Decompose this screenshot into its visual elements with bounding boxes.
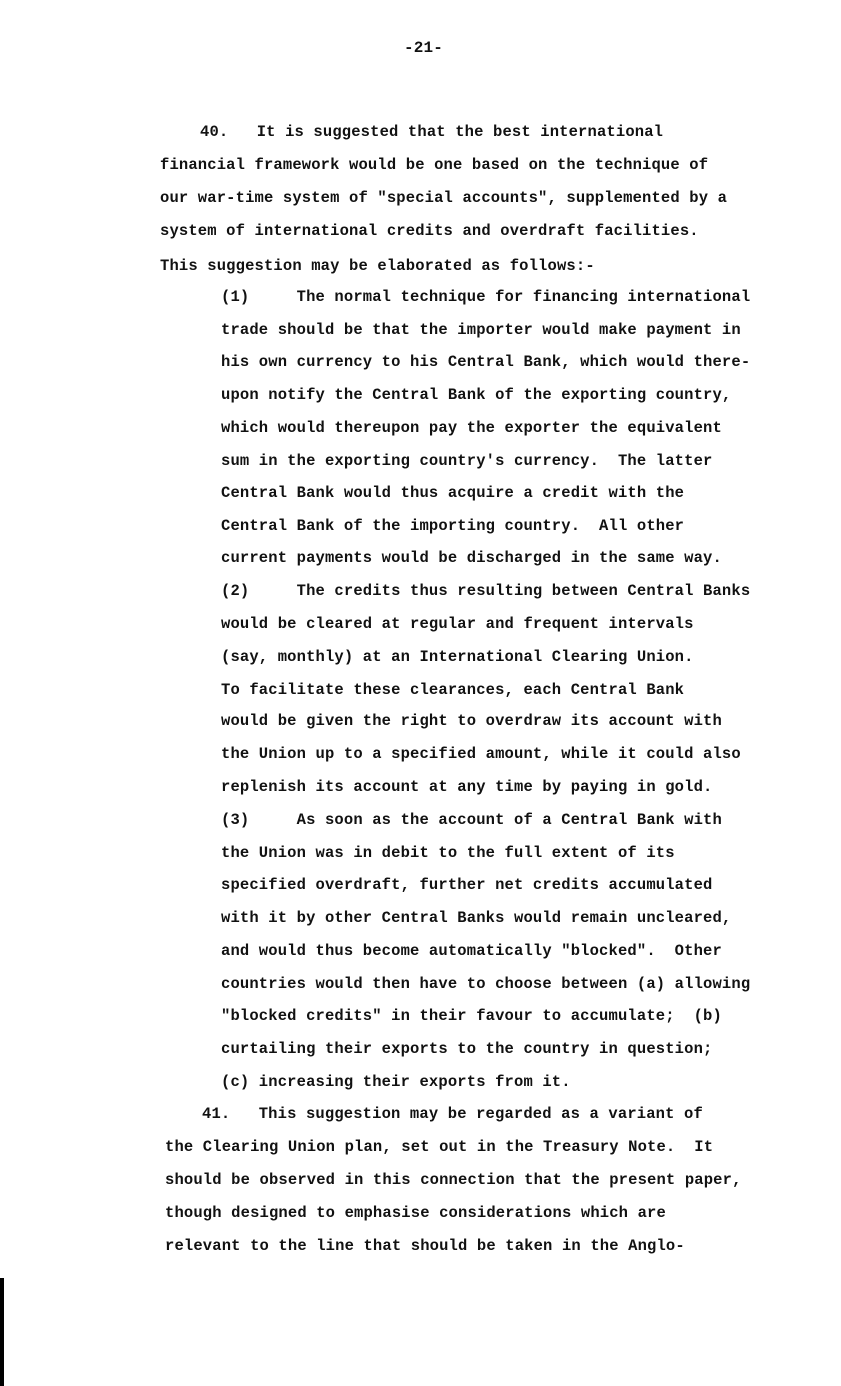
- item-3-line-4: with it by other Central Banks would remain uncleared,: [221, 909, 732, 927]
- item-1-line-1: (1) The normal technique for financing international: [221, 288, 751, 306]
- paragraph-40-line-2: financial framework would be one based on the technique of: [160, 156, 709, 174]
- item-1-line-4: upon notify the Central Bank of the exporting country,: [221, 386, 732, 404]
- item-1-line-5: which would thereupon pay the exporter the equivalent: [221, 419, 722, 437]
- paragraph-40-line-1: 40. It is suggested that the best international: [200, 123, 664, 141]
- item-3-line-6: countries would then have to choose between (a) allowing: [221, 975, 751, 993]
- paragraph-41-line-4: though designed to emphasise considerations which are: [165, 1204, 666, 1222]
- item-3-line-5: and would thus become automatically "blocked". Other: [221, 942, 722, 960]
- item-1-line-8: Central Bank of the importing country. All other: [221, 517, 685, 535]
- paragraph-40-line-3: our war-time system of "special accounts", supplemented by a: [160, 189, 728, 207]
- paragraph-41-line-3: should be observed in this connection that the present paper,: [165, 1171, 742, 1189]
- paragraph-41-line-5: relevant to the line that should be taken in the Anglo-: [165, 1237, 685, 1255]
- item-3-line-2: the Union was in debit to the full extent of its: [221, 844, 675, 862]
- paragraph-40-line-5: This suggestion may be elaborated as follows:-: [160, 257, 595, 275]
- paragraph-41-line-2: the Clearing Union plan, set out in the Treasury Note. It: [165, 1138, 714, 1156]
- item-1-line-7: Central Bank would thus acquire a credit with the: [221, 484, 685, 502]
- item-1-line-6: sum in the exporting country's currency. The latter: [221, 452, 713, 470]
- item-1-line-3: his own currency to his Central Bank, which would there-: [221, 353, 751, 371]
- item-3-line-1: (3) As soon as the account of a Central Bank with: [221, 811, 722, 829]
- scan-edge-mark: [0, 1278, 4, 1386]
- item-2-line-2: would be cleared at regular and frequent intervals: [221, 615, 694, 633]
- item-2-line-5: would be given the right to overdraw its account with: [221, 712, 722, 730]
- paragraph-41-line-1: 41. This suggestion may be regarded as a variant of: [202, 1105, 703, 1123]
- item-2-line-1: (2) The credits thus resulting between Central Banks: [221, 582, 751, 600]
- item-2-line-4: To facilitate these clearances, each Central Bank: [221, 681, 685, 699]
- page-number: -21-: [404, 39, 444, 57]
- item-2-line-6: the Union up to a specified amount, while it could also: [221, 745, 741, 763]
- paragraph-40-line-4: system of international credits and overdraft facilities.: [160, 222, 699, 240]
- item-3-line-3: specified overdraft, further net credits accumulated: [221, 876, 713, 894]
- item-2-line-7: replenish its account at any time by paying in gold.: [221, 778, 713, 796]
- item-3-line-8: curtailing their exports to the country in question;: [221, 1040, 713, 1058]
- item-3-line-9: (c) increasing their exports from it.: [221, 1073, 571, 1091]
- item-1-line-2: trade should be that the importer would make payment in: [221, 321, 741, 339]
- item-1-line-9: current payments would be discharged in the same way.: [221, 549, 722, 567]
- item-3-line-7: "blocked credits" in their favour to accumulate; (b): [221, 1007, 722, 1025]
- item-2-line-3: (say, monthly) at an International Clearing Union.: [221, 648, 694, 666]
